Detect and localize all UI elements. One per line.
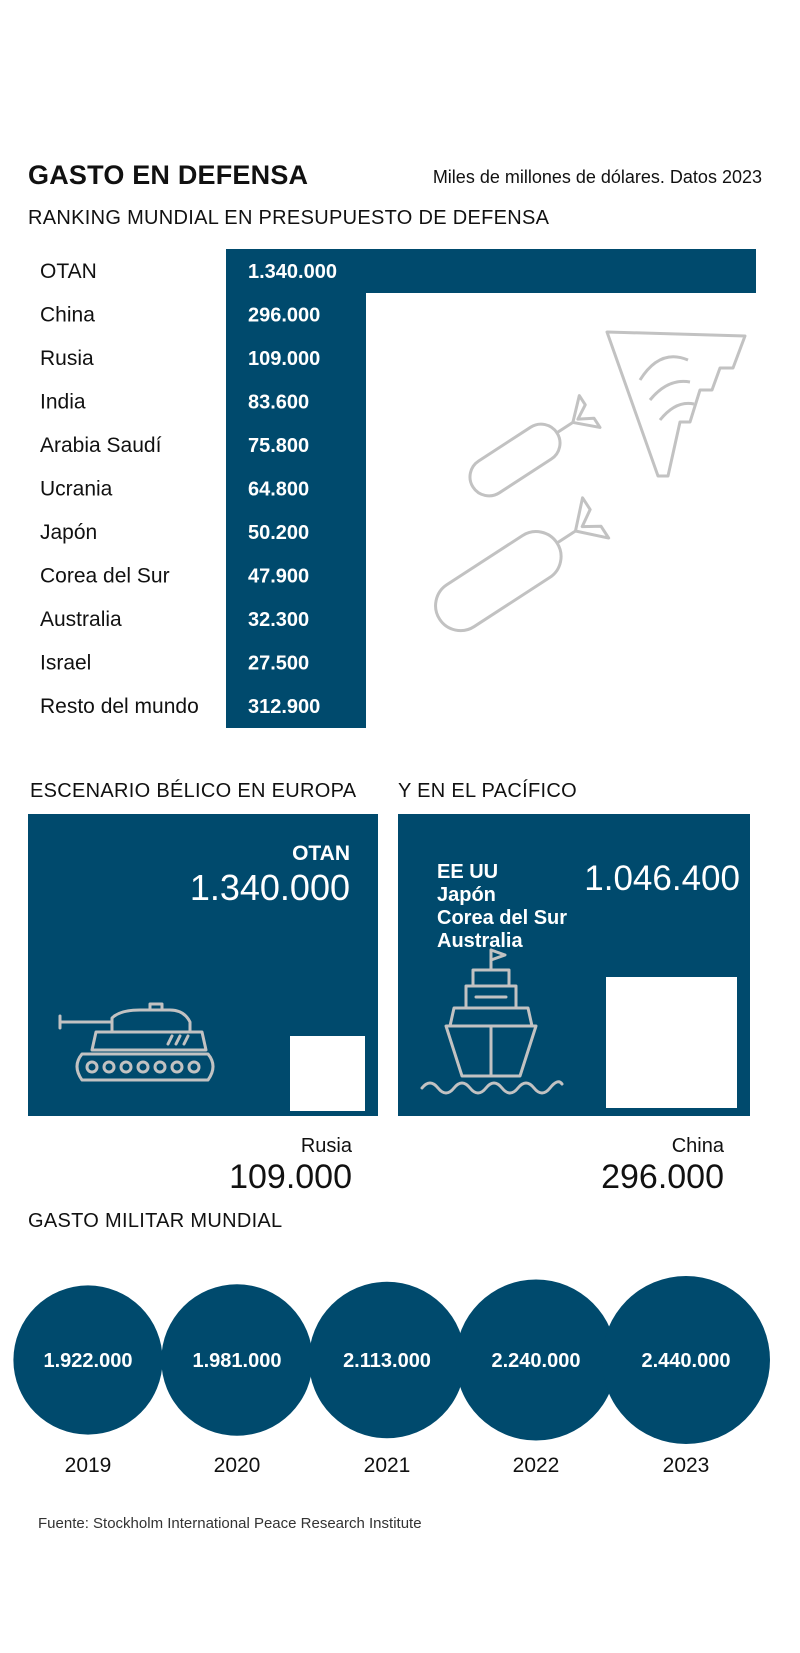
bar-value-label: 83.600 bbox=[248, 391, 310, 414]
bar-category-label: OTAN bbox=[40, 259, 97, 283]
bubble-value-label: 2.240.000 bbox=[491, 1350, 581, 1372]
bar-category-label: Ucrania bbox=[40, 477, 113, 501]
bar-category-label: Corea del Sur bbox=[40, 564, 170, 588]
comparison-panels bbox=[0, 800, 800, 1200]
bubble-value-label: 2.440.000 bbox=[641, 1350, 731, 1372]
bubble-year-label: 2023 bbox=[662, 1454, 710, 1477]
china-square bbox=[606, 977, 737, 1108]
russia-value: 109.000 bbox=[229, 1158, 352, 1196]
bomb-icon bbox=[463, 396, 600, 504]
bar-category-label: Israel bbox=[40, 651, 92, 675]
ranking-subtitle: RANKING MUNDIAL EN PRESUPUESTO DE DEFENSA bbox=[28, 207, 550, 229]
bar-value-label: 32.300 bbox=[248, 608, 310, 631]
otan-label: OTAN bbox=[292, 842, 350, 865]
bar-category-label: Arabia Saudí bbox=[40, 433, 162, 457]
page-title: GASTO EN DEFENSA bbox=[28, 160, 309, 190]
bar-value-label: 296.000 bbox=[248, 304, 321, 327]
russia-label: Rusia bbox=[300, 1135, 352, 1157]
bar-category-label: China bbox=[40, 303, 95, 327]
bar-value-label: 1.340.000 bbox=[248, 260, 337, 283]
bar-layer bbox=[40, 249, 756, 728]
bubble-value-label: 1.981.000 bbox=[192, 1350, 282, 1372]
europe-section-label: ESCENARIO BÉLICO EN EUROPA bbox=[30, 780, 357, 802]
units-note: Miles de millones de dólares. Datos 2023 bbox=[432, 167, 762, 187]
bar-category-label: Rusia bbox=[40, 346, 94, 370]
pacific-country-4: Australia bbox=[437, 930, 523, 952]
china-value: 296.000 bbox=[601, 1158, 724, 1196]
bubble-year-label: 2020 bbox=[213, 1454, 261, 1477]
stealth-bomber-icon bbox=[607, 332, 745, 476]
source-note: Fuente: Stockholm International Peace Research Institute bbox=[38, 1515, 422, 1532]
bar-category-label: Resto del mundo bbox=[40, 694, 199, 718]
bar-value-label: 64.800 bbox=[248, 478, 310, 501]
bar-value-label: 50.200 bbox=[248, 521, 310, 544]
bar-category-label: Japón bbox=[40, 520, 98, 544]
pacific-country-3: Corea del Sur bbox=[437, 907, 568, 929]
bubble-value-label: 2.113.000 bbox=[343, 1350, 431, 1372]
bubble-year-label: 2022 bbox=[512, 1454, 560, 1477]
bar-value-label: 75.800 bbox=[248, 434, 310, 457]
world-spending-label: GASTO MILITAR MUNDIAL bbox=[28, 1210, 283, 1232]
bar-value-label: 109.000 bbox=[248, 347, 321, 370]
ranking-bar-chart bbox=[0, 0, 800, 740]
bar-category-label: India bbox=[40, 390, 86, 414]
bomb-icon bbox=[426, 497, 609, 640]
russia-square bbox=[290, 1036, 365, 1111]
bubble-layer bbox=[13, 1276, 770, 1477]
bar-value-label: 27.500 bbox=[248, 652, 310, 675]
china-label: China bbox=[671, 1135, 724, 1157]
otan-value: 1.340.000 bbox=[189, 867, 350, 908]
pacific-country-1: EE UU bbox=[437, 861, 499, 883]
bubble-value-label: 1.922.000 bbox=[43, 1350, 133, 1372]
pacific-country-2: Japón bbox=[437, 884, 496, 906]
bar-value-label: 47.900 bbox=[248, 565, 310, 588]
pacific-section-label: Y EN EL PACÍFICO bbox=[398, 780, 577, 802]
bar-value-label: 312.900 bbox=[248, 695, 321, 718]
pacific-value: 1.046.400 bbox=[584, 859, 740, 898]
bar-category-label: Australia bbox=[40, 607, 122, 631]
bubble-year-label: 2021 bbox=[363, 1454, 411, 1477]
bubble-year-label: 2019 bbox=[64, 1454, 112, 1477]
world-spending-bubbles bbox=[0, 1250, 800, 1490]
